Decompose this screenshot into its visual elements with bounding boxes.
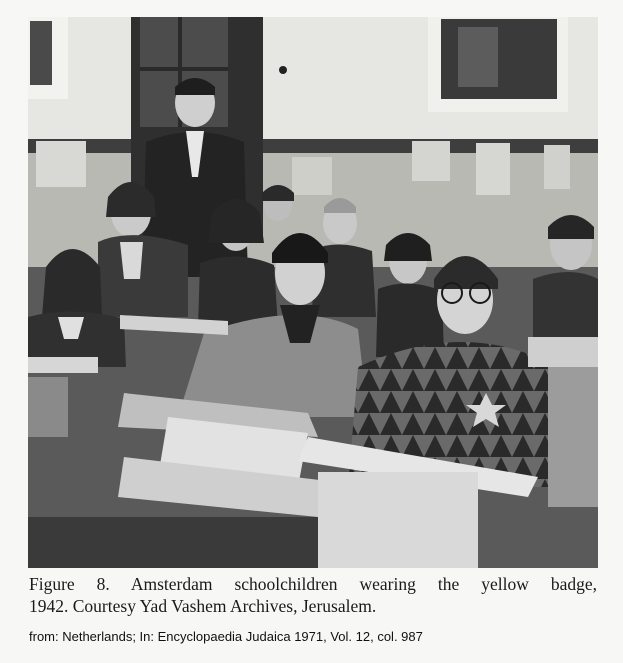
caption-line-1: Figure 8. Amsterdam schoolchildren wearing the yellow badge,	[29, 574, 597, 594]
figure-caption	[29, 573, 609, 617]
caption-line-2: 1942. Courtesy Yad Vashem Archives, Jerusalem.	[29, 596, 377, 616]
classroom-photograph	[28, 17, 598, 568]
source-citation: from: Netherlands; In: Encyclopaedia Judaica 1971, Vol. 12, col. 987	[29, 629, 423, 644]
